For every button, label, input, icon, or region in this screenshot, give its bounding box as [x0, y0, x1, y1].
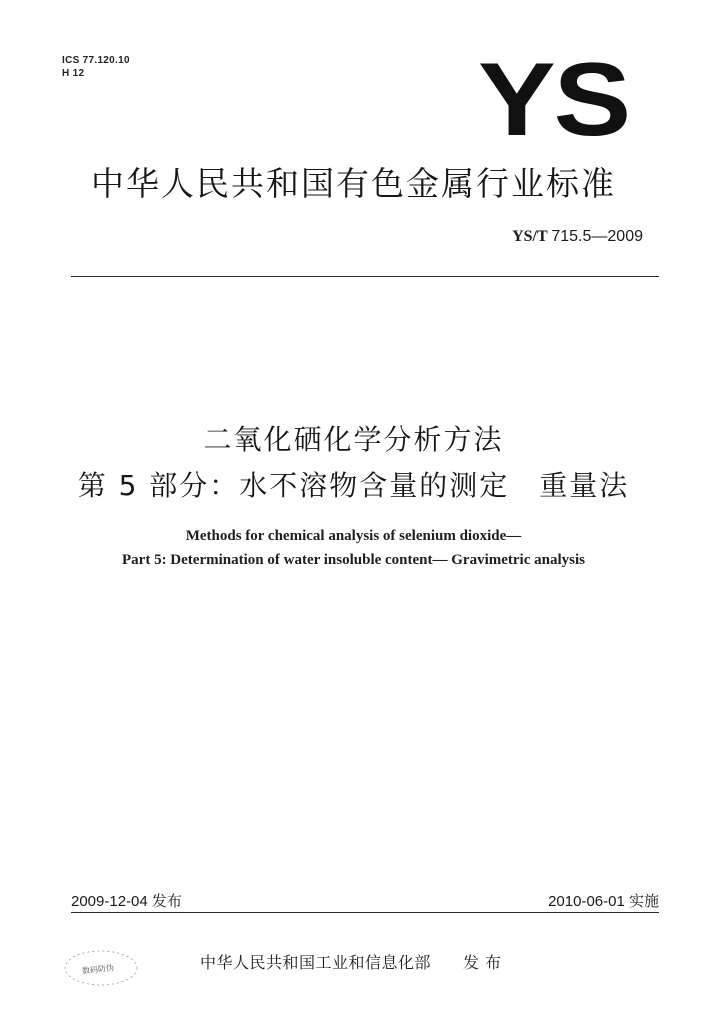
issue-date: 2009-12-04 发布 — [71, 893, 182, 910]
ys-logo: YS — [478, 42, 629, 158]
footer-divider — [71, 912, 659, 913]
standard-prefix: YS/T — [512, 228, 548, 245]
publisher-line — [0, 950, 707, 973]
header-divider — [71, 276, 659, 277]
cn-title-line2: 第 5 部分：水不溶物含量的测定 重量法 — [77, 469, 630, 502]
publisher-name: 中华人民共和国工业和信息化部 — [199, 953, 431, 972]
ccs-code: H 12 — [62, 68, 85, 79]
org-title: 中华人民共和国有色金属行业标准 — [91, 164, 616, 203]
standard-code: 715.5—2009 — [551, 228, 643, 245]
en-title-line1: Methods for chemical analysis of selenium dioxide— — [185, 528, 522, 544]
stamp-text: 数码防伪 — [81, 963, 115, 976]
ics-code: ICS 77.120.10 — [62, 55, 130, 66]
effective-date: 2010-06-01 实施 — [548, 893, 659, 910]
publish-label: 发布 — [463, 953, 508, 972]
cn-title-line1: 二氧化硒化学分析方法 — [203, 423, 504, 456]
en-title-line2: Part 5: Determination of water insoluble content— Gravimetric analysis — [122, 552, 585, 568]
standard-number — [512, 228, 643, 246]
